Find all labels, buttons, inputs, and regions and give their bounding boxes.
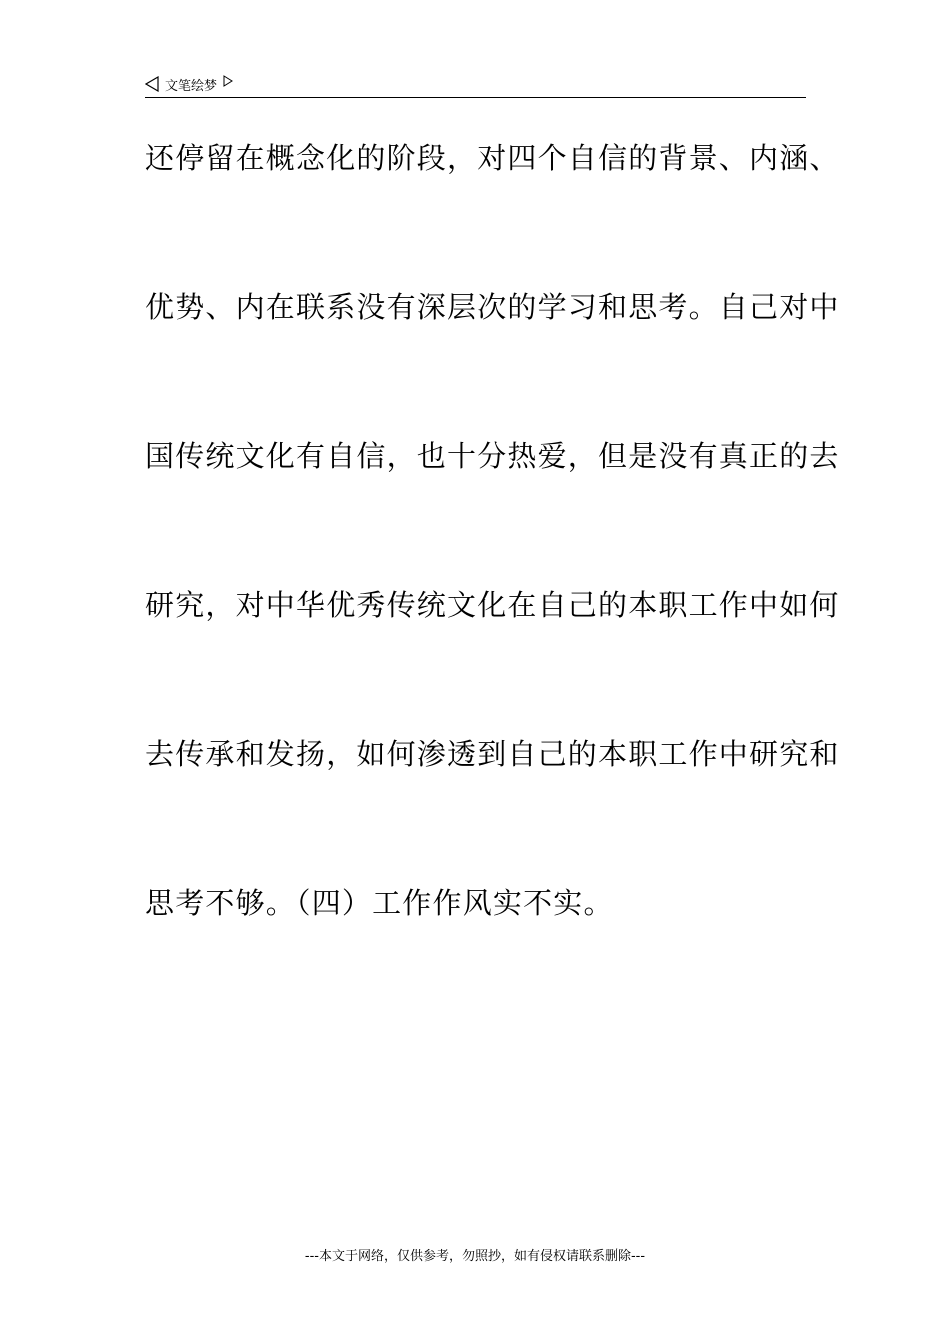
body-line: 去传承和发扬，如何渗透到自己的本职工作中研究和 [145, 737, 840, 771]
body-line: 还停留在概念化的阶段，对四个自信的背景、内涵、 [145, 141, 840, 175]
body-line: 思考不够。（四）工作作风实不实。 [145, 886, 614, 920]
body-line: 研究，对中华优秀传统文化在自己的本职工作中如何 [145, 588, 840, 622]
page-header [145, 72, 233, 96]
page-footer: ---本文于网络，仅供参考，勿照抄，如有侵权请联系删除--- [304, 1249, 646, 1264]
body-line: 国传统文化有自信，也十分热爱，但是没有真正的去 [145, 439, 840, 473]
header-title: 文笔绘梦 [165, 78, 218, 94]
triangle-left-icon [145, 76, 159, 92]
document-body [145, 128, 840, 1022]
header-divider [145, 97, 806, 98]
triangle-right-icon [223, 75, 233, 87]
body-line: 优势、内在联系没有深层次的学习和思考。自己对中 [145, 290, 840, 324]
